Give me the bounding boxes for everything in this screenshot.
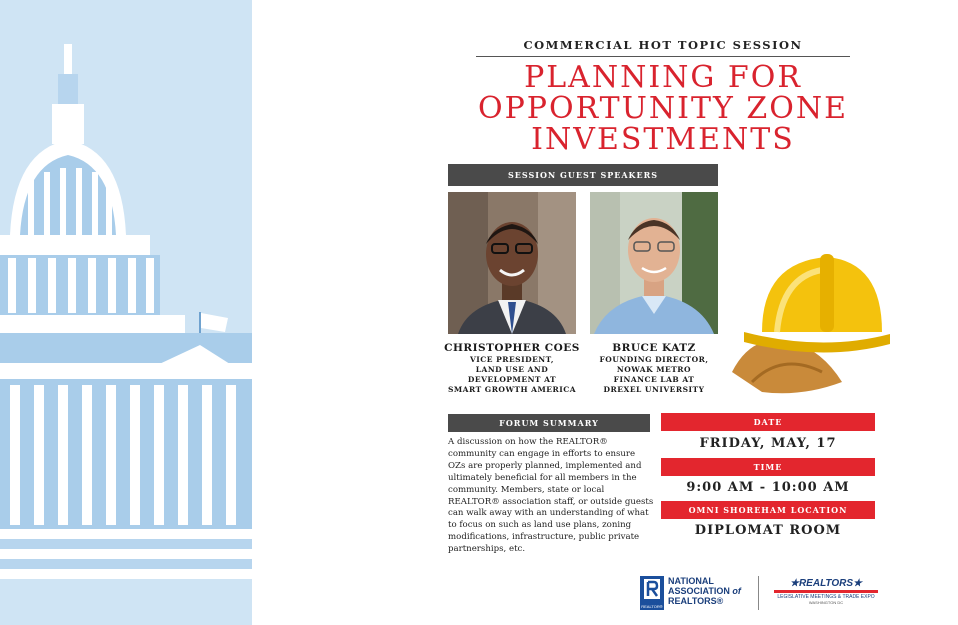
time-label: TIME xyxy=(661,458,875,476)
speaker-title-line: NOWAK METRO xyxy=(616,365,692,374)
capitol-illustration xyxy=(0,0,252,625)
speaker-name-katz: BRUCE KATZ xyxy=(612,342,696,354)
speakers-heading: SESSION GUEST SPEAKERS xyxy=(448,164,718,186)
speaker-title-coes xyxy=(432,355,592,395)
nar-mark-text: REALTOR® xyxy=(641,604,663,609)
speaker-name-coes: CHRISTOPHER COES xyxy=(444,342,580,354)
speaker-title-line: SMART GROWTH AMERICA xyxy=(447,385,577,394)
speaker-title-line: DREXEL UNIVERSITY xyxy=(603,385,705,394)
location-value: DIPLOMAT ROOM xyxy=(694,523,842,538)
date-label: DATE xyxy=(661,413,875,431)
time-value: 9:00 AM - 10:00 AM xyxy=(686,480,850,495)
forum-summary-heading: FORUM SUMMARY xyxy=(448,414,650,432)
location-label: OMNI SHOREHAM LOCATION xyxy=(661,501,875,519)
speaker-photo-coes xyxy=(448,192,576,334)
speaker-title-katz xyxy=(574,355,734,395)
speaker-title-line: FINANCE LAB AT xyxy=(613,375,695,384)
nar-line-word: ASSOCIATION xyxy=(668,586,730,596)
session-title xyxy=(440,62,886,155)
nar-line: NATIONAL xyxy=(668,576,714,586)
speaker-title-line: DEVELOPMENT AT xyxy=(467,375,557,384)
speaker-title-line: LAND USE AND xyxy=(475,365,549,374)
realtors-expo-title: ★REALTORS★ xyxy=(789,578,862,589)
realtors-expo-sub: LEGISLATIVE MEETINGS & TRADE EXPO xyxy=(777,594,875,600)
realtors-expo-logo xyxy=(766,578,886,605)
nar-line: REALTORS® xyxy=(668,596,724,606)
speaker-title-line: VICE PRESIDENT, xyxy=(469,355,555,364)
speaker-title-line: FOUNDING DIRECTOR, xyxy=(599,355,709,364)
title-line-1: PLANNING FOR xyxy=(524,60,802,95)
nar-line xyxy=(668,586,741,596)
date-value: FRIDAY, MAY, 17 xyxy=(699,436,837,451)
nar-logo-text xyxy=(668,576,741,606)
speaker-photo-katz xyxy=(590,192,718,334)
forum-summary-text: A discussion on how the REALTOR® community can engage in efforts to ensure OZs are properly planned, implemented and ultimately beneficial for all members in the community. Members, state or local REALTOR® association staff, or outside guests can walk away with an understanding of what to focus on such as land use plans, zoning modifications, infrastructure, public private partnerships, etc. xyxy=(448,437,654,555)
hard-hat-icon xyxy=(722,232,892,402)
title-line-3: INVESTMENTS xyxy=(531,122,795,157)
title-line-2: OPPORTUNITY ZONE xyxy=(478,91,848,126)
logo-divider xyxy=(758,576,759,610)
nar-logo xyxy=(640,576,664,610)
realtors-expo-stripe xyxy=(774,590,878,593)
nar-of: of xyxy=(732,586,741,596)
session-type-label: COMMERCIAL HOT TOPIC SESSION xyxy=(523,38,803,52)
header-divider xyxy=(476,56,850,57)
realtors-expo-city: WASHINGTON DC xyxy=(808,600,844,605)
footer-logos xyxy=(640,576,890,612)
